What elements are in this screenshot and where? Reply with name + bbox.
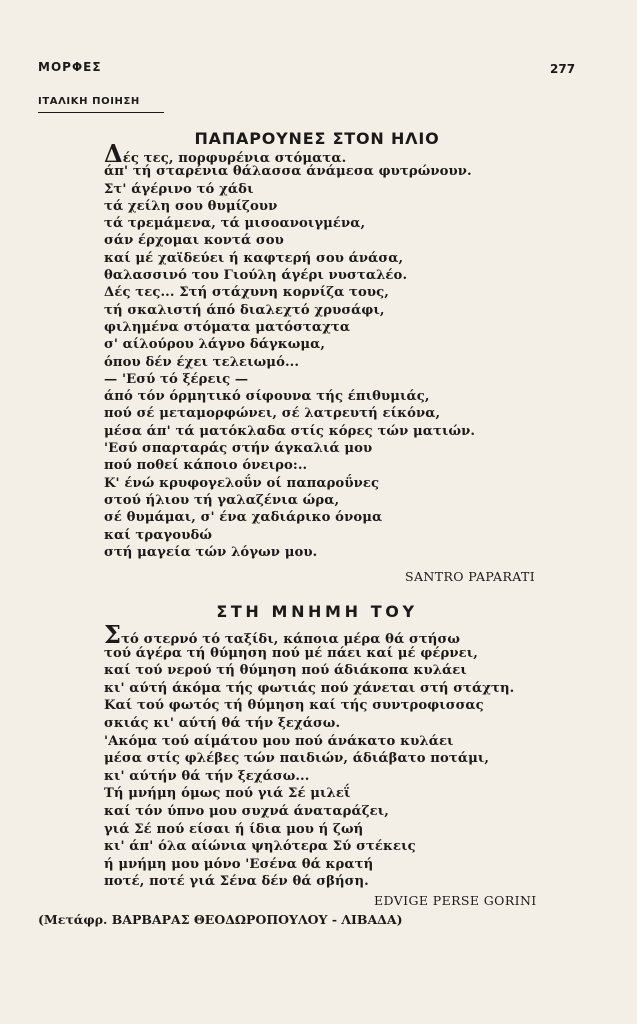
poem-title: ΠΑΠΑΡΟΥΝΕΣ ΣΤΟΝ ΗΛΙΟ bbox=[194, 129, 440, 148]
poem-title: ΣΤΗ ΜΝΗΜΗ ΤΟΥ bbox=[216, 602, 418, 621]
poem-line: στή μαγεία τών λόγων μου. bbox=[104, 544, 318, 560]
drop-cap: Δ bbox=[104, 139, 123, 168]
poem-line: φιλημένα στόματα ματόσταχτα bbox=[104, 319, 351, 335]
poem-body bbox=[104, 620, 515, 891]
poem-line: καί μέ χαϊδεύει ή καφτερή σου άνάσα, bbox=[104, 250, 404, 266]
poem-line: στού ήλιου τή γαλαζένια ώρα, bbox=[104, 492, 340, 508]
poem-line: άπό τόν όρμητικό σίφουνα τής έπιθυμιάς, bbox=[104, 389, 430, 405]
poem-line: όπου δέν έχει τελειωμό... bbox=[104, 354, 300, 370]
drop-cap: Σ bbox=[104, 620, 122, 649]
poem-line: πού ποθεί κάποιο όνειρο:.. bbox=[104, 458, 308, 474]
poem-line: γιά Σέ πού είσαι ή ίδια μου ή ζωή bbox=[104, 821, 364, 837]
translator-credit: (Μετάφρ. ΒΑΡΒΑΡΑΣ ΘΕΟΔΩΡΟΠΟΥΛΟΥ - ΛΙΒΑΔΑ) bbox=[38, 912, 403, 927]
poem-line: κι' αύτή άκόμα τής φωτιάς πού χάνεται στή στάχτη. bbox=[104, 680, 515, 696]
poem-line: Τή μνήμη όμως πού γιά Σέ μιλεΐ bbox=[104, 786, 351, 802]
poem-line: μέσα άπ' τά ματόκλαδα στίς κόρες τών ματιών. bbox=[104, 423, 476, 439]
poem-line: μέσα στίς φλέβες τών παιδιών, άδιάβατο ποτάμι, bbox=[104, 751, 490, 767]
poem-line: καί τού νερού τή θύμηση πού άδιάκοπα κυλάει bbox=[104, 663, 467, 679]
poem-line: καί τόν ύπνο μου συχνά άναταράζει, bbox=[104, 803, 389, 819]
poem-line: σάν έρχομαι κοντά σου bbox=[104, 233, 284, 249]
poem-body bbox=[104, 139, 476, 561]
poem-line: Καί τού φωτός τή θύμηση καί τής συντροφισσας bbox=[104, 698, 484, 714]
running-head: ΜΟΡΦΕΣ bbox=[38, 60, 102, 74]
poem-line: — 'Εσύ τό ξέρεις — bbox=[104, 371, 249, 387]
poem-author: SANTRO PAPARATI bbox=[405, 569, 536, 584]
poem-line: ποτέ, ποτέ γιά Σένα δέν θά σβήση. bbox=[104, 874, 369, 890]
section-label: ΙΤΑΛΙΚΗ ΠΟΙΗΣΗ bbox=[38, 96, 140, 107]
poem-line: σκιάς κι' αύτή θά τήν ξεχάσω. bbox=[104, 715, 341, 731]
poem-line: ή μνήμη μου μόνο 'Εσένα θά κρατή bbox=[104, 856, 374, 872]
poem-line: 'Ακόμα τού αίμάτου μου πού άνάκατο κυλάει bbox=[104, 733, 454, 749]
poem-author: EDVIGE PERSE GORINI bbox=[374, 893, 537, 908]
section-underline bbox=[38, 112, 164, 113]
poem-line: καί τραγουδώ bbox=[104, 527, 213, 543]
poem-line: πού σέ μεταμορφώνει, σέ λατρευτή είκόνα, bbox=[104, 406, 441, 422]
poem-line: κι' άπ' όλα αίώνια ψηλότερα Σύ στέκεις bbox=[104, 839, 416, 855]
first-line-text: τό στερνό τό ταξίδι, κάποια μέρα θά στήσω bbox=[121, 632, 460, 647]
poem-line: τά χείλη σου θυμίζουν bbox=[104, 198, 278, 214]
poem-line: θαλασσινό του Γιούλη άγέρι νυσταλέο. bbox=[104, 268, 408, 284]
poem-line: τή σκαλιστή άπό διαλεχτό χρυσάφι, bbox=[104, 302, 385, 318]
poem-line: τά τρεμάμενα, τά μισοανοιγμένα, bbox=[104, 216, 366, 232]
first-line-text: ές τες, πορφυρένια στόματα. bbox=[122, 151, 347, 166]
page-number: 277 bbox=[550, 62, 576, 76]
poem-line: άπ' τή σταρένια θάλασσα άνάμεσα φυτρώνουν. bbox=[104, 164, 472, 180]
poem-line: κι' αύτήν θά τήν ξεχάσω... bbox=[104, 768, 310, 784]
poem-first-line bbox=[104, 620, 514, 649]
poem-first-line bbox=[104, 139, 475, 168]
poem-line: σέ θυμάμαι, σ' ένα χαδιάρικο όνομα bbox=[104, 510, 383, 526]
poem-line: σ' αίλούρου λάγνο δάγκωμα, bbox=[104, 337, 326, 353]
poem-line: Δές τες... Στή στάχυνη κορνίζα τους, bbox=[104, 285, 389, 301]
poem-line: Στ' άγέρινο τό χάδι bbox=[104, 181, 254, 197]
poem-line: τού άγέρα τή θύμηση πού μέ πάει καί μέ φέρνει, bbox=[104, 645, 478, 661]
poem-line: Κ' ένώ κρυφογελοΰν οί παπαροΰνες bbox=[104, 475, 380, 491]
poem-line: 'Εσύ σπαρταράς στήν άγκαλιά μου bbox=[104, 441, 373, 457]
